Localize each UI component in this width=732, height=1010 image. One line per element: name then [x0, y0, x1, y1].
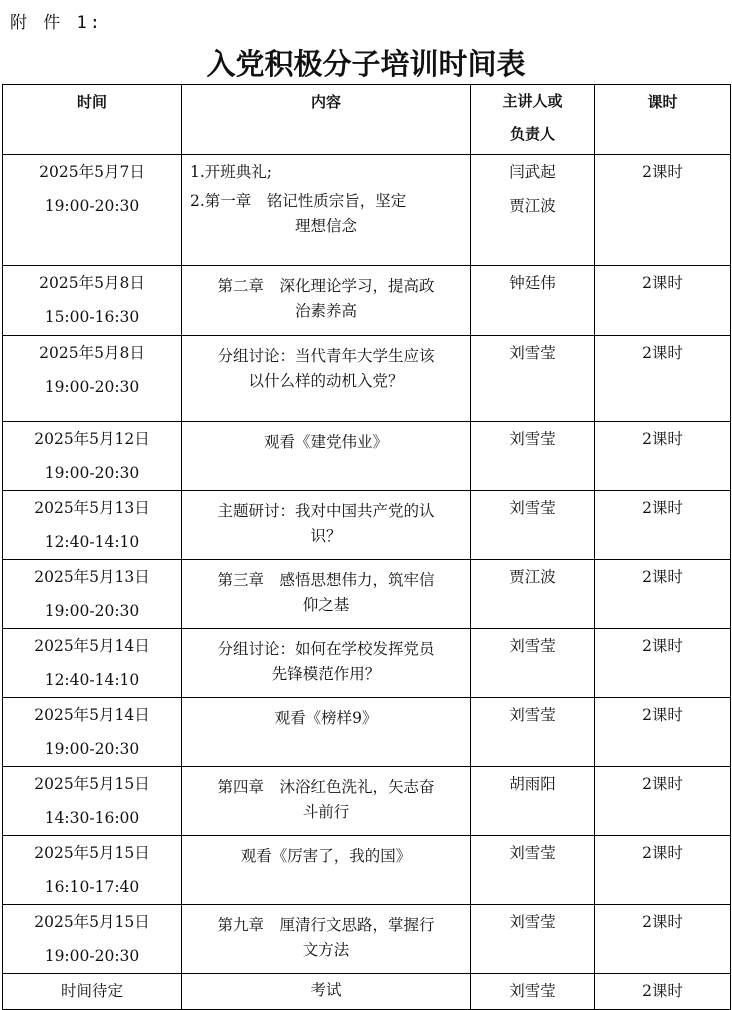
hours-text: 2课时 [642, 568, 683, 586]
time-range-text: 12:40-14:10 [44, 671, 140, 689]
content-line: 分组讨论：如何在学校发挥党员 [217, 640, 435, 658]
hours-cell [595, 698, 731, 767]
content-line: 第二章 深化理论学习，提高政 [217, 277, 435, 295]
time-range-text: 19:00-20:30 [44, 740, 140, 758]
hours-text: 2课时 [642, 844, 683, 862]
content-text [190, 706, 462, 731]
time-cell [3, 836, 182, 905]
table-row [3, 560, 731, 629]
date-text: 2025年5月13日 [34, 568, 150, 586]
time-cell [3, 698, 182, 767]
content-line: 分组讨论：当代青年大学生应该 [217, 347, 435, 365]
content-line: 第九章 厘清行文思路，掌握行 [217, 916, 435, 934]
time-range-text: 19:00-20:30 [44, 378, 140, 396]
hours-cell [595, 974, 731, 1010]
date-text: 2025年5月15日 [34, 844, 150, 862]
lecturer-name: 胡雨阳 [509, 775, 556, 793]
table-row [3, 422, 731, 491]
content-cell [182, 698, 471, 767]
date-text: 时间待定 [60, 982, 123, 1000]
content-text [190, 568, 462, 618]
hours-text: 2课时 [642, 775, 683, 793]
hours-cell [595, 905, 731, 974]
time-cell [3, 155, 182, 266]
attachment-label: 附 件 1: [10, 13, 103, 33]
table-row [3, 905, 731, 974]
lecturer-name: 刘雪莹 [509, 499, 556, 517]
content-line: 主题研讨：我对中国共产党的认 [217, 502, 435, 520]
lecturer-cell [471, 836, 595, 905]
content-cell [182, 974, 471, 1010]
table-row [3, 836, 731, 905]
lecturer-name: 刘雪莹 [509, 982, 556, 1000]
content-line: 考试 [310, 981, 342, 999]
date-text: 2025年5月15日 [34, 913, 150, 931]
hours-text: 2课时 [642, 913, 683, 931]
table-row [3, 698, 731, 767]
header-content: 内容 [182, 85, 471, 155]
lecturer-cell [471, 155, 595, 266]
lecturer-cell [471, 491, 595, 560]
content-line: 以什么样的动机入党？ [248, 372, 404, 390]
content-cell [182, 629, 471, 698]
lecturer-cell [471, 698, 595, 767]
time-cell [3, 767, 182, 836]
lecturer-name: 贾江波 [509, 197, 556, 215]
hours-text: 2课时 [642, 637, 683, 655]
hours-text: 2课时 [642, 163, 683, 181]
content-line: 文方法 [302, 941, 350, 959]
lecturer-name: 钟廷伟 [509, 274, 556, 292]
content-line: 第三章 感悟思想伟力，筑牢信 [217, 571, 435, 589]
content-text [190, 430, 462, 455]
content-line: 观看《建党伟业》 [263, 433, 388, 451]
lecturer-name: 刘雪莹 [509, 344, 556, 362]
time-range-text: 14:30-16:00 [44, 809, 140, 827]
content-line: 仰之基 [302, 596, 350, 614]
content-line: 识？ [310, 527, 342, 545]
document-title: 入党积极分子培训时间表 [206, 47, 526, 81]
content-text [190, 274, 462, 324]
time-cell [3, 560, 182, 629]
date-text: 2025年5月7日 [39, 163, 145, 181]
hours-cell [595, 266, 731, 336]
content-cell [182, 422, 471, 491]
table-row [3, 629, 731, 698]
lecturer-name: 闫武起 [509, 163, 556, 181]
hours-text: 2课时 [642, 430, 683, 448]
hours-cell [595, 560, 731, 629]
date-text: 2025年5月12日 [34, 430, 150, 448]
date-text: 2025年5月8日 [39, 274, 145, 292]
schedule-table [2, 84, 731, 1010]
table-row [3, 266, 731, 336]
hours-cell [595, 155, 731, 266]
content-text [190, 344, 462, 394]
time-cell [3, 422, 182, 491]
table-row [3, 155, 731, 266]
content-text [190, 978, 462, 1003]
hours-cell [595, 836, 731, 905]
hours-text: 2课时 [642, 982, 683, 1000]
table-row [3, 491, 731, 560]
content-cell [182, 836, 471, 905]
content-cell [182, 491, 471, 560]
lecturer-name: 刘雪莹 [509, 844, 556, 862]
lecturer-cell [471, 974, 595, 1010]
content-line: 观看《榜样9》 [274, 709, 378, 727]
time-range-text: 19:00-20:30 [44, 464, 140, 482]
lecturer-cell [471, 266, 595, 336]
content-line: 第四章 沐浴红色洗礼，矢志奋 [217, 778, 435, 796]
content-line: 2.第一章 铭记性质宗旨，坚定 [190, 192, 407, 210]
time-range-text: 16:10-17:40 [44, 878, 140, 896]
header-time: 时间 [3, 85, 182, 155]
content-cell [182, 560, 471, 629]
hours-cell [595, 336, 731, 422]
lecturer-name: 刘雪莹 [509, 637, 556, 655]
lecturer-cell [471, 422, 595, 491]
time-cell [3, 491, 182, 560]
hours-text: 2课时 [642, 344, 683, 362]
content-text [190, 913, 462, 963]
content-line: 先锋模范作用？ [271, 665, 381, 683]
date-text: 2025年5月13日 [34, 499, 150, 517]
hours-text: 2课时 [642, 706, 683, 724]
hours-cell [595, 422, 731, 491]
time-cell [3, 336, 182, 422]
lecturer-cell [471, 767, 595, 836]
content-text [190, 637, 462, 687]
hours-text: 2课时 [642, 274, 683, 292]
content-line: 观看《厉害了，我的国》 [240, 847, 412, 865]
date-text: 2025年5月8日 [39, 344, 145, 362]
content-line: 1.开班典礼; [190, 163, 273, 181]
table-row [3, 767, 731, 836]
hours-cell [595, 491, 731, 560]
lecturer-cell [471, 336, 595, 422]
content-line: 理想信念 [294, 217, 357, 235]
lecturer-cell [471, 560, 595, 629]
hours-cell [595, 767, 731, 836]
date-text: 2025年5月15日 [34, 775, 150, 793]
time-cell [3, 905, 182, 974]
content-cell [182, 336, 471, 422]
header-hours: 课时 [595, 85, 731, 155]
time-range-text: 19:00-20:30 [44, 947, 140, 965]
hours-cell [595, 629, 731, 698]
time-range-text: 19:00-20:30 [44, 602, 140, 620]
content-line: 斗前行 [302, 803, 350, 821]
header-row [3, 85, 731, 155]
lecturer-cell [471, 905, 595, 974]
time-range-text: 19:00-20:30 [44, 197, 140, 215]
time-cell [3, 974, 182, 1010]
hours-text: 2课时 [642, 499, 683, 517]
time-cell [3, 266, 182, 336]
time-range-text: 15:00-16:30 [44, 308, 140, 326]
content-cell [182, 266, 471, 336]
lecturer-name: 刘雪莹 [509, 706, 556, 724]
content-text [190, 775, 462, 825]
table-row [3, 336, 731, 422]
time-range-text: 12:40-14:10 [44, 533, 140, 551]
content-line: 治素养高 [294, 302, 357, 320]
date-text: 2025年5月14日 [34, 706, 150, 724]
table-row [3, 974, 731, 1010]
content-cell [182, 905, 471, 974]
date-text: 2025年5月14日 [34, 637, 150, 655]
header-lecturer: 主讲人或 负责人 [471, 85, 595, 155]
lecturer-name: 刘雪莹 [509, 913, 556, 931]
lecturer-name: 刘雪莹 [509, 430, 556, 448]
content-cell [182, 155, 471, 266]
content-cell [182, 767, 471, 836]
content-text [190, 844, 462, 869]
lecturer-cell [471, 629, 595, 698]
time-cell [3, 629, 182, 698]
lecturer-name: 贾江波 [509, 568, 556, 586]
content-text [190, 499, 462, 549]
